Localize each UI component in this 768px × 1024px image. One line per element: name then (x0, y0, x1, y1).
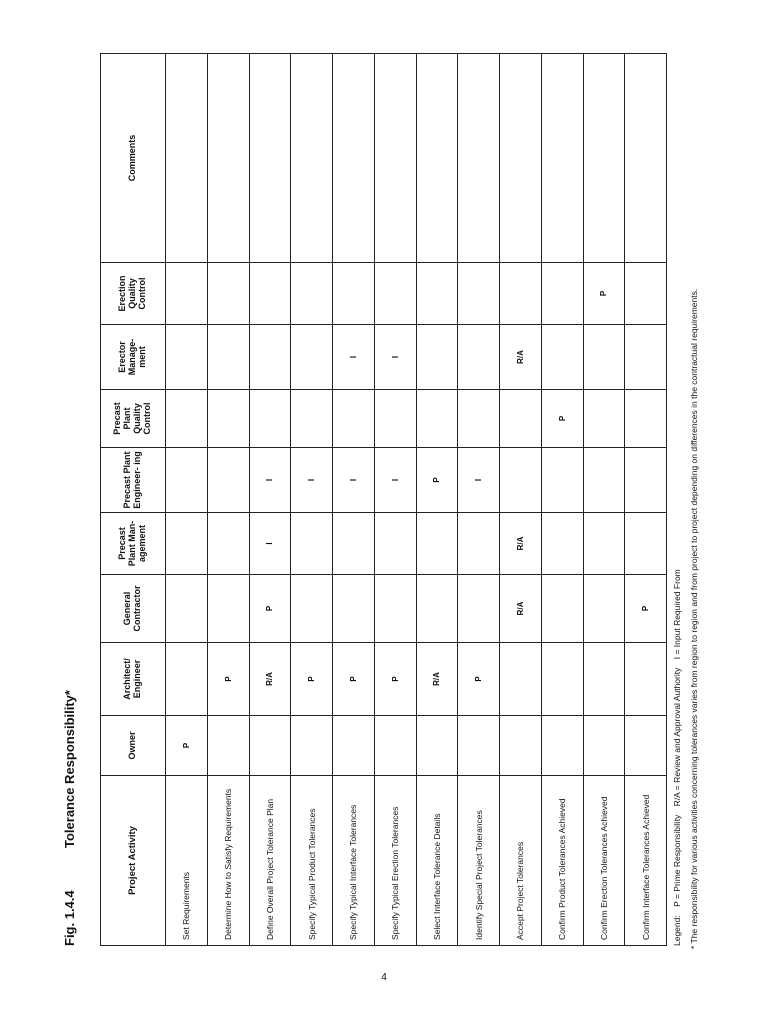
activity-cell: Specify Typical Interface Tolerances (333, 776, 375, 946)
responsibility-cell (625, 716, 667, 776)
responsibility-cell: P (166, 716, 208, 776)
responsibility-cell: I (374, 325, 416, 390)
table-row (291, 54, 333, 946)
activity-cell: Select Interface Tolerance Details (416, 776, 458, 946)
responsibility-cell (458, 263, 500, 325)
column-header: Precast Plant Quality Control (101, 390, 166, 448)
activity-cell: Confirm Product Tolerances Achieved (541, 776, 583, 946)
responsibility-cell (374, 390, 416, 448)
responsibility-cell (291, 390, 333, 448)
responsibility-cell (625, 390, 667, 448)
responsibility-cell: P (625, 575, 667, 643)
page-number: 4 (381, 972, 387, 983)
legend-item: I = Input Required From (672, 569, 682, 660)
legend-item: P = Prime Responsibility (672, 814, 682, 907)
footnote: * The responsibility for various activities concerning tolerances varies from region to region and from project to project depending on differences in the contractual requirements. (689, 288, 699, 949)
responsibility-cell (207, 448, 249, 513)
table-body (166, 54, 667, 946)
responsibility-cell: R/A (500, 325, 542, 390)
activity-cell: Specify Typical Product Tolerances (291, 776, 333, 946)
legend-label: Legend: (672, 915, 682, 946)
responsibility-cell (249, 716, 291, 776)
responsibility-cell: P (583, 263, 625, 325)
responsibility-cell: R/A (249, 643, 291, 716)
responsibility-cell: P (541, 390, 583, 448)
activity-cell: Identify Special Project Tolerances (458, 776, 500, 946)
responsibility-cell (207, 325, 249, 390)
figure-title (62, 690, 77, 946)
responsibility-cell (583, 716, 625, 776)
responsibility-cell (249, 54, 291, 263)
responsibility-cell (416, 390, 458, 448)
responsibility-cell (333, 263, 375, 325)
activity-cell: Set Requirements (166, 776, 208, 946)
responsibility-cell (374, 513, 416, 575)
responsibility-cell: I (374, 448, 416, 513)
responsibility-cell (249, 325, 291, 390)
responsibility-cell: R/A (416, 643, 458, 716)
figure-caption: Tolerance Responsibility* (62, 690, 77, 848)
responsibility-cell: R/A (500, 513, 542, 575)
responsibility-cell: P (458, 643, 500, 716)
figure-number: Fig. 1.4.4 (62, 890, 77, 946)
responsibility-cell (625, 643, 667, 716)
responsibility-cell (625, 448, 667, 513)
responsibility-cell (207, 54, 249, 263)
responsibility-cell (416, 54, 458, 263)
responsibility-cell: P (207, 643, 249, 716)
responsibility-cell (374, 263, 416, 325)
responsibility-cell (207, 575, 249, 643)
responsibility-cell (500, 716, 542, 776)
responsibility-cell (583, 325, 625, 390)
table-row (458, 54, 500, 946)
responsibility-cell (249, 263, 291, 325)
column-header: Architect/ Engineer (101, 643, 166, 716)
responsibility-cell (291, 513, 333, 575)
column-header: Comments (101, 54, 166, 263)
responsibility-cell (416, 575, 458, 643)
table-row (500, 54, 542, 946)
responsibility-cell (374, 54, 416, 263)
responsibility-cell (500, 390, 542, 448)
tolerance-responsibility-table (100, 53, 667, 946)
legend-item: R/A = Review and Approval Authority (672, 667, 682, 807)
responsibility-cell: I (249, 513, 291, 575)
responsibility-cell (583, 390, 625, 448)
responsibility-cell: P (291, 643, 333, 716)
responsibility-cell (374, 575, 416, 643)
responsibility-cell (166, 575, 208, 643)
responsibility-cell (541, 263, 583, 325)
activity-cell: Determine How to Satisfy Requirements (207, 776, 249, 946)
table-row (541, 54, 583, 946)
responsibility-cell (541, 513, 583, 575)
responsibility-cell (207, 390, 249, 448)
responsibility-cell (458, 513, 500, 575)
responsibility-cell (291, 575, 333, 643)
responsibility-cell (166, 263, 208, 325)
responsibility-cell (458, 325, 500, 390)
responsibility-cell (541, 643, 583, 716)
responsibility-cell: I (333, 325, 375, 390)
activity-cell: Confirm Erection Tolerances Achieved (583, 776, 625, 946)
responsibility-cell (583, 448, 625, 513)
column-header: Erector Manage- ment (101, 325, 166, 390)
column-header: Precast Plant Man- agement (101, 513, 166, 575)
table-row (166, 54, 208, 946)
responsibility-cell (458, 575, 500, 643)
legend (672, 563, 682, 946)
responsibility-cell (583, 513, 625, 575)
responsibility-cell (500, 54, 542, 263)
responsibility-cell: I (291, 448, 333, 513)
responsibility-cell (333, 513, 375, 575)
table-header-row (101, 54, 166, 946)
responsibility-cell (207, 716, 249, 776)
responsibility-cell (207, 263, 249, 325)
responsibility-cell (291, 263, 333, 325)
responsibility-cell (583, 54, 625, 263)
responsibility-cell (291, 325, 333, 390)
column-header: Owner (101, 716, 166, 776)
table-row (416, 54, 458, 946)
table-row (207, 54, 249, 946)
responsibility-cell: P (333, 643, 375, 716)
responsibility-cell: I (333, 448, 375, 513)
responsibility-cell (458, 716, 500, 776)
column-header: General Contractor (101, 575, 166, 643)
responsibility-cell (416, 263, 458, 325)
column-header: Erection Quality Control (101, 263, 166, 325)
responsibility-cell (500, 263, 542, 325)
responsibility-cell: I (458, 448, 500, 513)
responsibility-cell (541, 575, 583, 643)
responsibility-cell (500, 643, 542, 716)
activity-cell: Confirm Interface Tolerances Achieved (625, 776, 667, 946)
responsibility-cell (583, 643, 625, 716)
table-row (333, 54, 375, 946)
activity-cell: Accept Project Tolerances (500, 776, 542, 946)
responsibility-cell (625, 325, 667, 390)
table-row (374, 54, 416, 946)
responsibility-cell (166, 643, 208, 716)
responsibility-cell (625, 54, 667, 263)
responsibility-cell (166, 448, 208, 513)
activity-cell: Specify Typical Erection Tolerances (374, 776, 416, 946)
responsibility-cell (374, 716, 416, 776)
responsibility-cell (541, 448, 583, 513)
responsibility-cell (291, 716, 333, 776)
responsibility-cell (166, 513, 208, 575)
responsibility-cell (249, 390, 291, 448)
table-row (625, 54, 667, 946)
responsibility-cell (416, 716, 458, 776)
responsibility-cell: I (249, 448, 291, 513)
responsibility-cell (458, 390, 500, 448)
column-header-activity: Project Activity (101, 776, 166, 946)
responsibility-cell (207, 513, 249, 575)
responsibility-cell: P (374, 643, 416, 716)
table-row (583, 54, 625, 946)
responsibility-cell (458, 54, 500, 263)
activity-cell: Define Overall Project Tolerance Plan (249, 776, 291, 946)
responsibility-cell (500, 448, 542, 513)
responsibility-cell (625, 513, 667, 575)
responsibility-cell (333, 716, 375, 776)
responsibility-cell (625, 263, 667, 325)
responsibility-cell (291, 54, 333, 263)
table-row (249, 54, 291, 946)
responsibility-cell (541, 54, 583, 263)
responsibility-cell (166, 54, 208, 263)
responsibility-cell (541, 325, 583, 390)
column-header: Precast Plant Engineer- ing (101, 448, 166, 513)
responsibility-cell: R/A (500, 575, 542, 643)
responsibility-cell (541, 716, 583, 776)
responsibility-cell (333, 54, 375, 263)
responsibility-cell (333, 390, 375, 448)
responsibility-cell (416, 513, 458, 575)
responsibility-cell (166, 390, 208, 448)
responsibility-cell: P (416, 448, 458, 513)
responsibility-cell (583, 575, 625, 643)
responsibility-cell (333, 575, 375, 643)
responsibility-cell (416, 325, 458, 390)
responsibility-cell (166, 325, 208, 390)
responsibility-cell: P (249, 575, 291, 643)
